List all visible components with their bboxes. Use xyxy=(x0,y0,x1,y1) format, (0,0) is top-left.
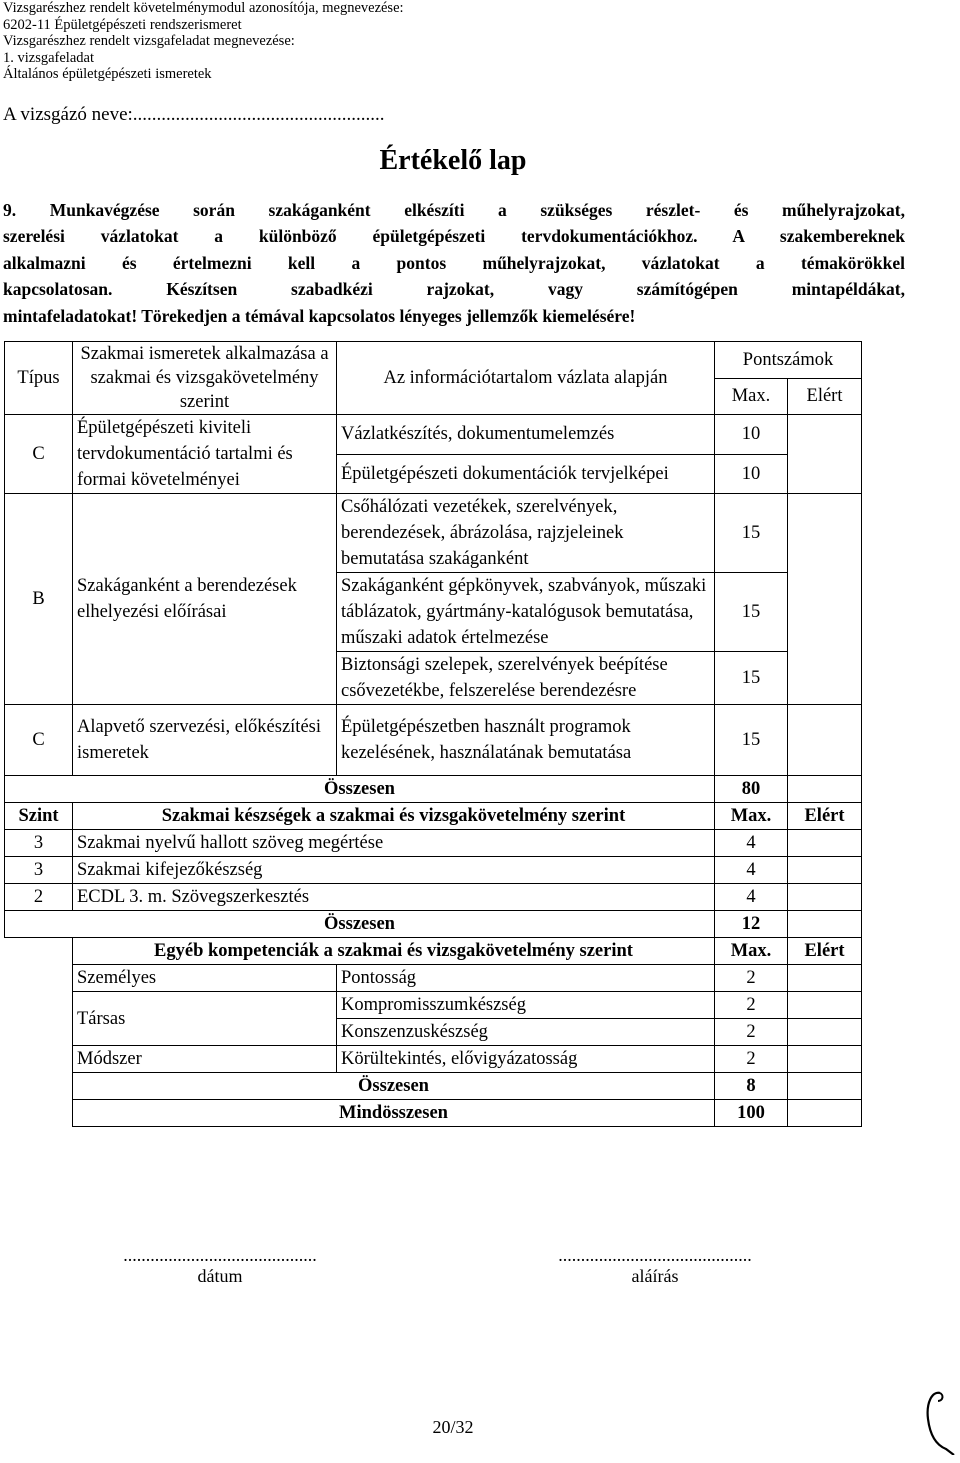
outline-cell: Épületgépészeti dokumentációk tervjelképei xyxy=(337,454,715,494)
table-row xyxy=(5,857,862,884)
date-dots: ........................................... xyxy=(123,1245,317,1265)
candidate-name-field: A vizsgázó neve:..................................................... xyxy=(3,104,385,125)
blank-cell xyxy=(5,965,73,992)
achieved-cell[interactable] xyxy=(788,830,862,857)
blank-cell xyxy=(5,1073,73,1100)
grand-total-value: 100 xyxy=(715,1100,788,1127)
skill-cell: Szakmai kifejezőkészség xyxy=(73,857,715,884)
signature-block xyxy=(523,1245,787,1287)
achieved-cell[interactable] xyxy=(788,857,862,884)
outline-header: Az információtartalom vázlata alapján xyxy=(337,342,715,415)
type-cell: C xyxy=(5,415,73,494)
handwritten-mark xyxy=(918,1385,958,1455)
max-cell: 10 xyxy=(715,415,788,455)
max-header: Max. xyxy=(715,803,788,830)
table-head-row xyxy=(5,342,862,379)
max-cell: 2 xyxy=(715,1019,788,1046)
header-line: 1. vizsgafeladat xyxy=(3,49,94,66)
achieved-header: Elért xyxy=(788,378,862,415)
task-line: szerelési vázlatokat a különböző épületgépészeti tervdokumentációkhoz. A szakembereknek xyxy=(3,226,905,247)
total-label: Összesen xyxy=(5,911,715,938)
page-number: 20/32 xyxy=(432,1417,474,1437)
competence-cell: Kompromisszumkészség xyxy=(337,992,715,1019)
achieved-cell[interactable] xyxy=(788,1019,862,1046)
knowledge-cell: Szakáganként a berendezések elhelyezési előírásai xyxy=(73,494,337,705)
date-label: dátum xyxy=(197,1266,243,1286)
blank-cell xyxy=(5,1046,73,1073)
outline-cell: Szakáganként gépkönyvek, szabványok, műszaki táblázatok, gyártmány-katalógusok bemutatása, műszaki adatok értelmezése xyxy=(337,573,715,652)
other-header: Egyéb kompetenciák a szakmai és vizsgakövetelmény szerint xyxy=(73,938,715,965)
other-head-row xyxy=(5,938,862,965)
max-cell: 15 xyxy=(715,494,788,573)
achieved-header: Elért xyxy=(788,938,862,965)
max-cell: 4 xyxy=(715,830,788,857)
total-achieved-cell[interactable] xyxy=(788,776,862,803)
total-achieved-cell[interactable] xyxy=(788,911,862,938)
max-cell: 4 xyxy=(715,857,788,884)
level-header: Szint xyxy=(5,803,73,830)
outline-cell: Biztonsági szelepek, szerelvények beépítése csővezetékbe, felszerelése berendezésre xyxy=(337,652,715,705)
skills-head-row xyxy=(5,803,862,830)
document-header xyxy=(3,0,404,83)
max-cell: 2 xyxy=(715,992,788,1019)
table-row xyxy=(5,992,862,1019)
type-cell: C xyxy=(5,705,73,776)
max-cell: 10 xyxy=(715,454,788,494)
max-cell: 4 xyxy=(715,884,788,911)
outline-cell: Csőhálózati vezetékek, szerelvények, berendezések, ábrázolása, rajzjeleinek bemutatása szakáganként xyxy=(337,494,715,573)
max-cell: 2 xyxy=(715,1046,788,1073)
page-title: Értékelő lap xyxy=(379,145,527,176)
type-header: Típus xyxy=(5,342,73,415)
max-cell: 2 xyxy=(715,965,788,992)
table-row xyxy=(5,1046,862,1073)
max-cell: 15 xyxy=(715,705,788,776)
header-line: Vizsgarészhez rendelt vizsgafeladat megnevezése: xyxy=(3,33,295,50)
signature-dots: ........................................... xyxy=(558,1245,752,1265)
date-block xyxy=(88,1245,352,1287)
header-line: Vizsgarészhez rendelt követelménymodul azonosítója, megnevezése: xyxy=(3,0,404,16)
total-label: Összesen xyxy=(5,776,715,803)
achieved-cell[interactable] xyxy=(788,705,862,776)
task-description xyxy=(3,197,905,329)
outline-cell: Épületgépészetben használt programok kezelésének, használatának bemutatása xyxy=(337,705,715,776)
signature-label: aláírás xyxy=(631,1266,679,1286)
achieved-cell[interactable] xyxy=(788,965,862,992)
grand-total-row xyxy=(5,1100,862,1127)
table-row xyxy=(5,415,862,455)
achieved-cell[interactable] xyxy=(788,494,862,705)
evaluation-table xyxy=(4,341,862,1127)
task-line: alkalmazni és értelmezni kell a pontos műhelyrajzokat, vázlatokat a témakörökkel xyxy=(3,252,905,273)
outline-cell: Vázlatkészítés, dokumentumelemzés xyxy=(337,415,715,455)
table-row xyxy=(5,494,862,573)
type-cell: B xyxy=(5,494,73,705)
header-line: Általános épületgépészeti ismeretek xyxy=(3,66,212,83)
blank-cell xyxy=(5,938,73,965)
achieved-cell[interactable] xyxy=(788,884,862,911)
category-cell: Személyes xyxy=(73,965,337,992)
total-row xyxy=(5,776,862,803)
competence-cell: Konszenzuskészség xyxy=(337,1019,715,1046)
total-value: 12 xyxy=(715,911,788,938)
max-cell: 15 xyxy=(715,652,788,705)
total-value: 8 xyxy=(715,1073,788,1100)
category-cell: Társas xyxy=(73,992,337,1046)
level-cell: 3 xyxy=(5,857,73,884)
max-cell: 15 xyxy=(715,573,788,652)
total-achieved-cell[interactable] xyxy=(788,1073,862,1100)
skills-header: Szakmai készségek a szakmai és vizsgakövetelmény szerint xyxy=(73,803,715,830)
points-header: Pontszámok xyxy=(715,342,862,379)
table-row xyxy=(5,884,862,911)
task-line: kapcsolatosan. Készítsen szabadkézi rajzokat, vagy számítógépen mintapéldákat, xyxy=(3,279,905,300)
total-value: 80 xyxy=(715,776,788,803)
knowledge-cell: Épületgépészeti kiviteli tervdokumentáció tartalmi és formai követelményei xyxy=(73,415,337,494)
blank-cell xyxy=(5,1019,73,1046)
achieved-cell[interactable] xyxy=(788,992,862,1019)
table-row xyxy=(5,830,862,857)
skill-cell: ECDL 3. m. Szövegszerkesztés xyxy=(73,884,715,911)
table-row xyxy=(5,705,862,776)
task-line: mintafeladatokat! Törekedjen a témával kapcsolatos lényeges jellemzők kiemelésére! xyxy=(3,305,636,326)
total-row xyxy=(5,911,862,938)
achieved-header: Elért xyxy=(788,803,862,830)
blank-cell xyxy=(5,992,73,1019)
category-cell: Módszer xyxy=(73,1046,337,1073)
total-label: Összesen xyxy=(73,1073,715,1100)
achieved-cell[interactable] xyxy=(788,415,862,494)
competence-cell: Körültekintés, elővigyázatosság xyxy=(337,1046,715,1073)
knowledge-header: Szakmai ismeretek alkalmazása a szakmai és vizsgakövetelmény szerint xyxy=(73,342,337,415)
level-cell: 3 xyxy=(5,830,73,857)
grand-total-achieved-cell[interactable] xyxy=(788,1100,862,1127)
competence-cell: Pontosság xyxy=(337,965,715,992)
blank-cell xyxy=(5,1100,73,1127)
header-line: 6202-11 Épületgépészeti rendszerismeret xyxy=(3,16,242,33)
skill-cell: Szakmai nyelvű hallott szöveg megértése xyxy=(73,830,715,857)
achieved-cell[interactable] xyxy=(788,1046,862,1073)
max-header: Max. xyxy=(715,938,788,965)
max-header: Max. xyxy=(715,378,788,415)
total-row xyxy=(5,1073,862,1100)
grand-total-label: Mindösszesen xyxy=(73,1100,715,1127)
table-row xyxy=(5,965,862,992)
knowledge-cell: Alapvető szervezési, előkészítési ismeretek xyxy=(73,705,337,776)
level-cell: 2 xyxy=(5,884,73,911)
task-line: 9. Munkavégzése során szakáganként elkészíti a szükséges részlet- és műhelyrajzokat, xyxy=(3,200,905,220)
